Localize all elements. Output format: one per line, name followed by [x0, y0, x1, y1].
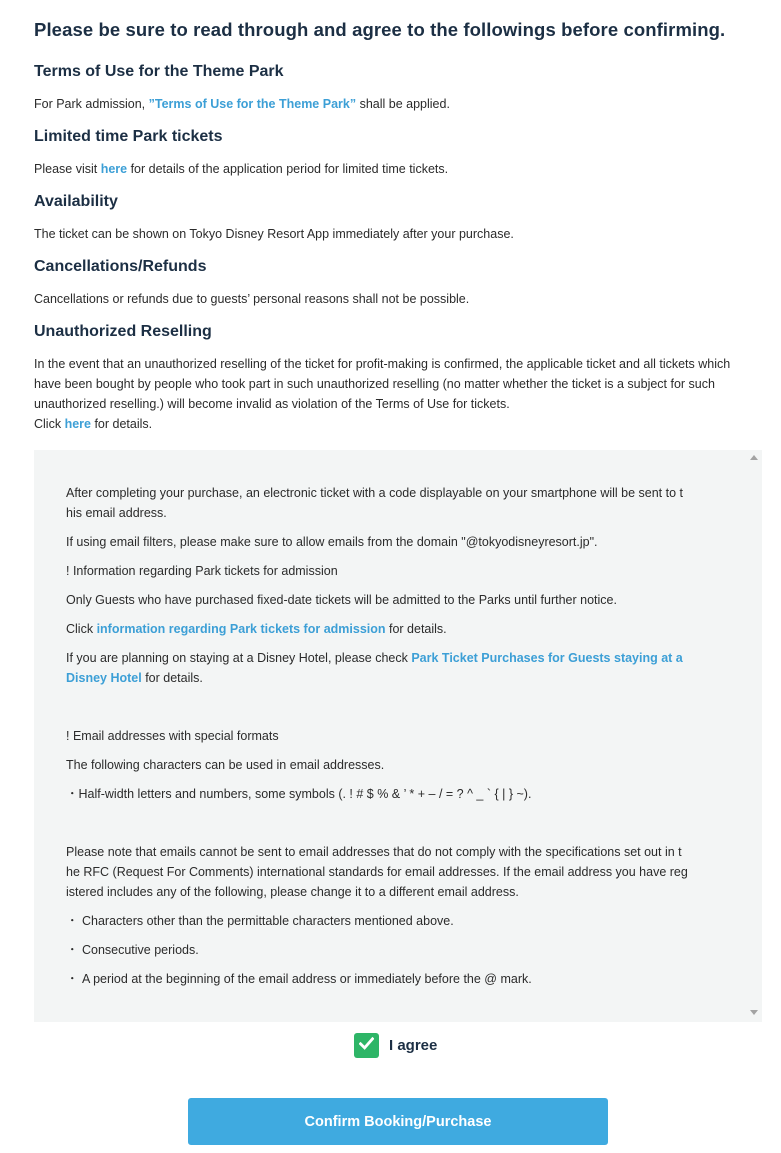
agree-checkbox[interactable]	[354, 1033, 379, 1058]
notice-p11: ・ Characters other than the permittable characters mentioned above.	[66, 914, 454, 928]
notice-p5	[66, 619, 714, 639]
arrow-down-icon[interactable]	[750, 1010, 758, 1015]
reselling-click-before: Click	[34, 417, 65, 431]
notice-p5-after: for details.	[385, 622, 447, 636]
reselling-click-line	[34, 414, 764, 434]
limited-here-link[interactable]: here	[100, 162, 128, 176]
notice-p2: If using email filters, please make sure to allow emails from the domain "@tokyodisneyresort.jp".	[66, 535, 598, 549]
reselling-here-link[interactable]: here	[64, 417, 91, 431]
hotel-guests-link-part1[interactable]: Park Ticket Purchases for Guests staying at a	[411, 651, 683, 665]
notice-p10-line2: he RFC (Request For Comments) international standards for email addresses. If the email address you have reg	[66, 865, 688, 879]
notice-p10-line3: istered includes any of the following, please change it to a different email address.	[66, 885, 519, 899]
reselling-line-1: In the event that an unauthorized reselling of the ticket for profit-making is confirmed, the applicable ticket and all tickets which	[34, 357, 731, 371]
notice-p6	[66, 648, 714, 688]
reselling-line-3: unauthorized reselling.) will become invalid as violation of the Terms of Use for tickets.	[34, 397, 510, 411]
notice-p1-line2: his email address.	[66, 506, 167, 520]
section-body-reselling	[34, 354, 764, 434]
notice-p8: The following characters can be used in email addresses.	[66, 758, 385, 772]
reselling-click-after: for details.	[90, 417, 153, 431]
notice-box[interactable]	[34, 450, 762, 1022]
notice-scrollbar[interactable]	[746, 450, 762, 1022]
terms-text-before: For Park admission,	[34, 97, 149, 111]
notice-p10-line1: Please note that emails cannot be sent to email addresses that do not comply with the specifications set out in t	[66, 845, 682, 859]
notice-p6-after: for details.	[141, 671, 203, 685]
section-title-reselling: Unauthorized Reselling	[34, 323, 212, 340]
section-body-cancellations: Cancellations or refunds due to guests’ personal reasons shall not be possible.	[34, 292, 470, 306]
notice-p7: ! Email addresses with special formats	[66, 729, 279, 743]
agree-checkbox-row[interactable]	[354, 1032, 437, 1058]
section-body-terms	[34, 94, 450, 114]
checkmark-icon	[359, 1036, 374, 1051]
section-title-cancellations: Cancellations/Refunds	[34, 258, 207, 275]
notice-p1-line1: After completing your purchase, an electronic ticket with a code displayable on your smartphone will be sent to t	[66, 486, 683, 500]
section-title-limited: Limited time Park tickets	[34, 128, 223, 145]
notice-p6-line2	[66, 668, 714, 688]
main-title: Please be sure to read through and agree to the followings before confirming.	[34, 19, 726, 40]
notice-p4: Only Guests who have purchased fixed-date tickets will be admitted to the Parks until further notice.	[66, 593, 617, 607]
notice-p5-before: Click	[66, 622, 97, 636]
section-body-availability: The ticket can be shown on Tokyo Disney Resort App immediately after your purchase.	[34, 227, 514, 241]
notice-p13: ・ A period at the beginning of the email address or immediately before the @ mark.	[66, 972, 532, 986]
reselling-line-2: have been bought by people who took part in such unauthorized reselling (no matter whether the ticket is a subject for such	[34, 377, 715, 391]
limited-text-before: Please visit	[34, 162, 101, 176]
notice-p6-line1	[66, 648, 714, 668]
limited-text-after: for details of the application period for limited time tickets.	[127, 162, 449, 176]
notice-p10	[66, 842, 714, 902]
section-body-limited	[34, 159, 448, 179]
arrow-up-icon[interactable]	[750, 455, 758, 460]
notice-p6-before: If you are planning on staying at a Disney Hotel, please check	[66, 651, 412, 665]
admission-info-link[interactable]: information regarding Park tickets for admission	[96, 622, 386, 636]
terms-of-use-link[interactable]: ”Terms of Use for the Theme Park”	[148, 97, 357, 111]
hotel-guests-link-part2[interactable]: Disney Hotel	[66, 671, 142, 685]
confirm-booking-button[interactable]: Confirm Booking/Purchase	[188, 1098, 608, 1145]
notice-p12: ・ Consecutive periods.	[66, 943, 199, 957]
notice-p9: ・Half-width letters and numbers, some symbols (. ! # $ % & ’ * + – / = ? ^ _ ` { | } ~).	[66, 787, 532, 801]
section-title-availability: Availability	[34, 193, 118, 210]
terms-text-after: shall be applied.	[356, 97, 450, 111]
notice-p3: ! Information regarding Park tickets for admission	[66, 564, 338, 578]
agree-label[interactable]: I agree	[389, 1036, 438, 1054]
section-title-terms: Terms of Use for the Theme Park	[34, 63, 284, 80]
notice-p1	[66, 483, 714, 523]
